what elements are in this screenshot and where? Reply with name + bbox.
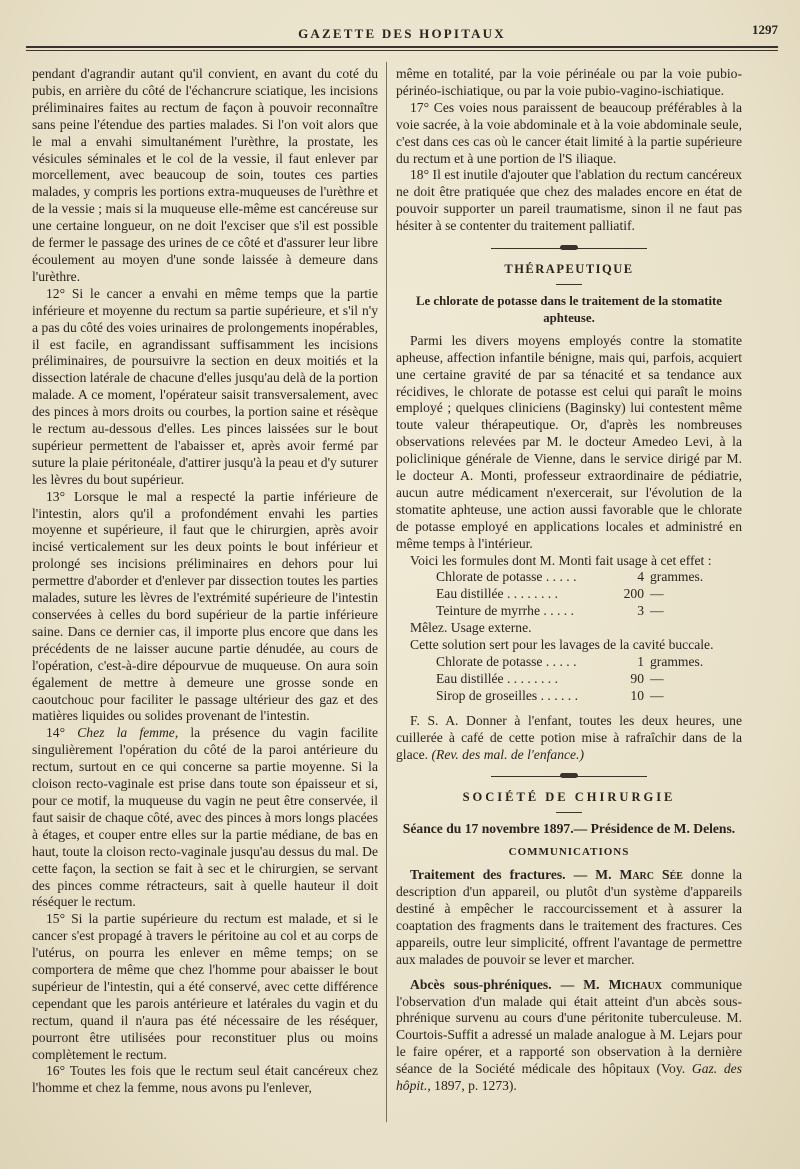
ingredient: Eau distillée . . . . . . . . (436, 670, 558, 686)
paragraph-text: la présence du vagin facilite singulièrement l'opération du côté de la paroi antérieure du rectum, surtout en ce qui concerne sa partie moyenne. Si la cloison recto-vaginale est prise dans toute son épaisseur et si, pour ce motif, la muqueuse du vagin ne peut être conservée, il faut saisir de chaque côté, avec des pinces à mors longs placées à étages, et couper entre elles sur la partie médiane, de bas en haut, toute la cloison recto-vaginale jusqu'au dessus du mal. De cette façon, la section se fait à sec et le chirurgien, se servant des pinces comme rétracteurs, sait à quelle hauteur il doit réséquer le rectum. (32, 725, 379, 910)
paragraph: Parmi les divers moyens employés contre la stomatite apheuse, affection infantile bénigne, mais qui, parfois, acquiert une certaine gravité de par sa ténacité et sa tendance aux récidives, le chlorate de potasse est celui qui paraît le moins employé ; quelques cliniciens (Baginsky) lui contestent même toute valeur thérapeutique. Or, d'après les nombreuses observations relevées par M. le docteur Amedeo Levi, à la policlinique générale de Vienne, dans le service dirigé par M. le docteur A. Monti, professeur extraordinaire de pédiatrie, aucun autre médicament n'exercerait, sur l'évolution de la stomatite aphteuse, une action aussi favorable que le chlorate de potasse employé en applications locales et administré en même temps à l'intérieur. (396, 332, 742, 551)
unit: — (650, 603, 664, 619)
paragraph: 18° Il est inutile d'ajouter que l'ablation du rectum cancéreux ne doit être pratiquée que chez des malades encore en état de pouvoir supporter un pareil traumatisme, sinon il ne faut pas hésiter à se contenter du traitement palliatif. (396, 167, 742, 234)
ingredient: Chlorate de potasse . . . . . (436, 569, 577, 585)
citation: Gaz. des hôpit. (396, 1061, 742, 1094)
quantity: 90 (630, 670, 644, 686)
run-in-title: Traitement des fractures. (410, 867, 566, 883)
ingredient: Eau distillée . . . . . . . . (436, 586, 558, 602)
paragraph-text: communique l'observation d'un malade qui était atteint d'un abcès sous-phrénique survenu au cours d'une péritonite tuberculeuse. M. Courtois-Suffit a adressé un malade analogue à M. Lejars pour le faire opérer, et a rapporté son observation à la dernière séance de la Société médicale des hôpitaux (Voy. (396, 976, 742, 1077)
recipe-row (436, 654, 742, 671)
paragraph (32, 725, 378, 911)
recipe-row (436, 671, 742, 688)
citation-end: , 1897, p. 1273). (427, 1078, 517, 1094)
unit: grammes. (650, 654, 704, 669)
unit: — (650, 586, 664, 602)
paragraph: 15° Si la partie supérieure du rectum est malade, et si le cancer s'est propagé à travers le péritoine au col et au corps de l'utérus, on pourra les enlever en même temps; on se comportera de même que chez l'homme pour abaisser le bout supérieur de l'intestin, qui a été conservé, avec cette différence cependant que les parois antérieure et latérales du vagin et du rectum, quand il n'aura pas été nécessaire de les réséquer, pourront être utilisées pour reconstituer plus ou moins complètement le rectum. (32, 911, 378, 1062)
recipe-row (436, 688, 742, 705)
header-rule-thick (26, 46, 778, 48)
left-column (32, 66, 378, 1097)
unit: — (650, 670, 664, 686)
paragraph: même en totalité, par la voie périnéale ou par la voie pubio-périnéo-ischiatique, ou par la voie pubio-vagino-ischiatique. (396, 66, 742, 98)
paragraph-text: F. S. A. Donner à l'enfant, toutes les deux heures, une cuillerée à café de cette potion mise à rafraîchir dans de la glace. (396, 712, 742, 762)
session-heading: Séance du 17 novembre 1897.— Présidence de M. Delens. (402, 821, 736, 837)
paragraph: Voici les formules dont M. Monti fait usage à cet effet : (410, 552, 712, 568)
paragraph (396, 977, 742, 1095)
section-ornament (396, 241, 742, 255)
communications-heading: COMMUNICATIONS (508, 846, 630, 859)
paragraph (396, 713, 742, 764)
recipe-row (436, 586, 742, 603)
right-column (396, 66, 742, 1095)
unit: — (650, 687, 664, 703)
quantity: 1 (637, 654, 644, 669)
section-title-societe: SOCIÉTÉ DE CHIRURGIE (462, 790, 676, 805)
paragraph: Mêlez. Usage externe. (410, 620, 532, 636)
header-rule-thin (26, 50, 778, 51)
run-in-title: Abcès sous-phréniques. (410, 976, 552, 992)
article-title: Le chlorate de potasse dans le traitement de la stomatite aphteuse. (415, 293, 722, 325)
quantity: 200 (623, 586, 644, 602)
author: — M. Michaux (560, 976, 662, 992)
paragraph: 12° Si le cancer a envahi en même temps que la partie inférieure et moyenne du rectum sa partie supérieure, et s'il n'y a pas du côté des voies urinaires de prolongements inopérables, il est facile, en agrandissant suffisamment les incisions préliminaires, de poursuivre la section en deux moitiés et la dissection latérale de chacune d'elles jusqu'au delà de la portion malade. A ce moment, l'opérateur saisit transversalement, avec des pinces à mors droits ou courbes, la portion saine et résèque le rectum au-dessous d'elles. Les pinces laissées sur le bout supérieur permettent de l'abaisser et, après avoir fermé par suture la plaie péritonéale, d'attirer jusqu'à la peau et d'y suturer les lèvres du bout supérieur. (32, 285, 378, 487)
title-rule (556, 812, 582, 813)
unit: grammes. (650, 569, 704, 585)
column-divider (386, 62, 387, 1122)
author: — M. Marc Sée (573, 867, 683, 883)
quantity: 3 (637, 603, 644, 619)
section-ornament (396, 769, 742, 783)
paragraph: 16° Toutes les fois que le rectum seul était cancéreux chez l'homme et chez la femme, nous avons pu l'enlever, (32, 1063, 378, 1096)
quantity: 4 (637, 569, 644, 585)
item-number: 14° (46, 725, 66, 741)
ingredient: Chlorate de potasse . . . . . (436, 654, 577, 669)
paragraph: 17° Ces voies nous paraissent de beaucoup préférables à la voie sacrée, à la voie abdominale et à la voie abdominale seule, c'est dans ces cas où le cancer était limité à la partie supérieure du rectum et à une portion de l'S iliaque. (396, 99, 742, 166)
paragraph-text: donne la description d'un appareil, ou plutôt d'un système d'appareils destiné à empêcher le raccourcissement et à assurer la coaptation des fragments dans le traitement des fractures. Ces appareils, outre leur simplicité, offrent l'avantage de permettre aux malades de pouvoir se lever et marcher. (396, 867, 743, 967)
title-rule (556, 284, 582, 285)
paragraph: Cette solution sert pour les lavages de la cavité buccale. (410, 637, 714, 653)
page-number: 1297 (752, 22, 778, 37)
section-title-therapeutique: THÉRAPEUTIQUE (504, 262, 634, 277)
page-header (26, 14, 778, 50)
paragraph: 13° Lorsque le mal a respecté la partie inférieure de l'intestin, alors qu'il a profondément envahi les parties moyenne et supérieure, il faut que le chirurgien, après avoir incisé verticalement sur les deux points le bout inférieur et prolongé ses incisions préliminaires en dehors pour lui permettre d'aborder et d'enlever par dissection toutes les parties malades, suture les lèvres de l'extrémité supérieure de l'intestin conservées à celles du bord supérieur de la partie inférieure saine. Dans ce dernier cas, il importe plus encore que dans les précédents de ne laisser aucune partie dénudée, au cours de l'opération, c'est-à-dire dépourvue de muqueuse. On aura soin également de mettre à demeure une grosse sonde en caoutchouc pour faciliter le passage ultérieur des gaz et des matières liquides ou solides provenant de l'intestin. (32, 488, 378, 724)
ingredient: Sirop de groseilles . . . . . . (436, 687, 578, 703)
recipe-row (436, 603, 742, 620)
ingredient: Teinture de myrrhe . . . . . (436, 603, 574, 619)
recipe-row (436, 569, 742, 586)
quantity: 10 (630, 687, 644, 703)
paragraph (396, 867, 742, 968)
recipe-table (436, 654, 742, 705)
paragraph: pendant d'agrandir autant qu'il convient, en avant du coté du pubis, en arrière du côté de l'échancrure sciatique, les incisions préliminaires faites au rectum de façon à pouvoir reconnaître sans peine l'étendue des parties malades. Si l'on voit alors que le mal a envahi simultanément l'urèthre, la prostate, les vésicules séminales et le col de la vessie, il faut enlever par morcellement, avec beaucoup de soin, toutes ces parties malades, y compris les portions extra-muqueuses de l'urèthre et de la vessie ; mais si la muqueuse elle-même est cancéreuse sur une certaine longueur, on ne doit l'exciser que s'il est possible de fermer le passage des urines de ce côté et d'assurer leur libre écoulement au moyen d'une sonde laissée à demeure dans l'urèthre. (32, 66, 378, 284)
recipe-table (436, 569, 742, 620)
journal-title: GAZETTE DES HOPITAUX (298, 26, 506, 41)
emphasis: Chez la femme, (77, 725, 179, 741)
source-citation: (Rev. des mal. de l'enfance.) (431, 746, 584, 762)
